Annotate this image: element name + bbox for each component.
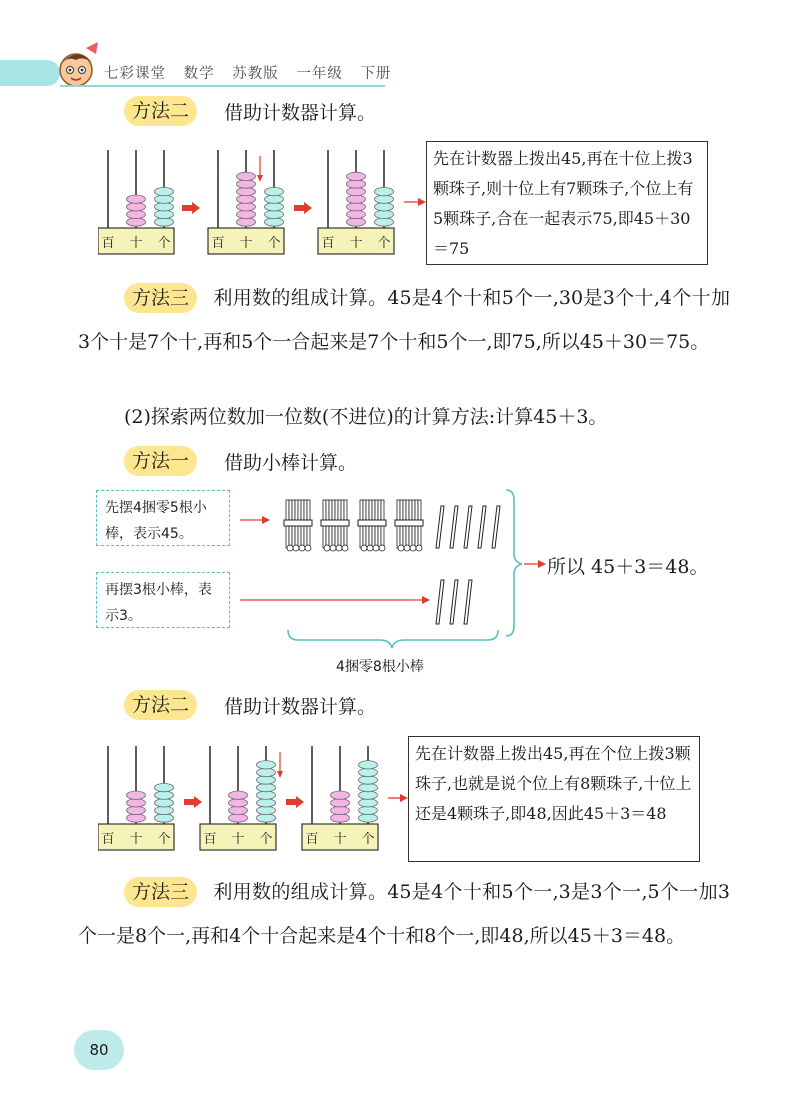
subsection-heading: (2)探索两位数加一位数(不进位)的计算方法:计算45＋3。 <box>124 406 608 428</box>
place-label: 百 <box>321 236 335 251</box>
ones-bead <box>155 783 174 791</box>
tens-bead <box>347 218 366 226</box>
ones-bead <box>359 761 378 769</box>
sticks-note-2: 再摆3根小棒，表示3。 <box>96 572 230 628</box>
ones-bead <box>257 776 276 784</box>
sticks-note-1: 先摆4捆零5根小棒，表示45。 <box>96 490 230 546</box>
ones-bead <box>155 218 174 226</box>
ones-bead <box>359 768 378 776</box>
place-label: 十 <box>333 832 347 847</box>
down-arrow-head <box>277 771 283 778</box>
ones-bead <box>359 776 378 784</box>
method-title: 借助小棒计算。 <box>224 452 358 474</box>
bundle-end <box>367 545 373 551</box>
tens-bead <box>237 172 256 180</box>
ones-bead <box>265 210 284 218</box>
page-number: 80 <box>74 1030 124 1070</box>
bundle-end <box>305 545 311 551</box>
bundle-end <box>361 545 367 551</box>
sticks-result: 所以 45＋3＝48。 <box>547 556 709 578</box>
place-label: 十 <box>349 236 363 251</box>
loose-stick <box>450 580 458 624</box>
ones-bead <box>265 195 284 203</box>
tens-bead <box>127 799 146 807</box>
bundle-end <box>404 545 410 551</box>
loose-stick <box>492 506 500 548</box>
loose-stick <box>464 580 472 624</box>
place-label: 个 <box>267 236 281 251</box>
method-label: 方法二 <box>124 690 197 720</box>
tens-bead <box>127 814 146 822</box>
ones-bead <box>375 195 394 203</box>
place-label: 个 <box>259 832 273 847</box>
loose-stick <box>436 506 444 548</box>
ones-bead <box>359 791 378 799</box>
bundle-end <box>293 545 299 551</box>
paragraph-text: 利用数的组成计算。45是4个十和5个一,3是3个一,5个一加3个一是8个一,再和4个十合起来是4个十和8个一,即48,所以45＋3＝48。 <box>78 881 730 947</box>
step-arrow <box>294 202 312 214</box>
tens-bead <box>127 210 146 218</box>
tens-bead <box>347 172 366 180</box>
bottom-brace <box>288 630 498 648</box>
paragraph-method3-b <box>78 870 730 958</box>
tens-bead <box>347 195 366 203</box>
tens-bead <box>127 218 146 226</box>
method-title: 借助计数器计算。 <box>224 696 377 718</box>
right-brace <box>506 490 522 636</box>
ones-bead <box>375 203 394 211</box>
bundle-end <box>287 545 293 551</box>
tens-bead <box>229 799 248 807</box>
bundle-end <box>416 545 422 551</box>
ones-bead <box>155 814 174 822</box>
tens-bead <box>331 806 350 814</box>
subject: 数学 <box>183 66 215 82</box>
grade: 一年级 <box>296 66 343 82</box>
ones-bead <box>359 799 378 807</box>
explanation-box-2: 先在计数器上拨出45,再在个位上拨3颗珠子,也就是说个位上有8颗珠子,十位上还是4颗珠子,即48,因此45＋3＝48 <box>408 736 700 862</box>
ones-bead <box>155 806 174 814</box>
pointer-arrow-head <box>418 198 426 206</box>
volume: 下册 <box>360 66 392 82</box>
sticks-diagram <box>230 486 550 654</box>
ones-bead <box>257 806 276 814</box>
ones-bead <box>155 791 174 799</box>
place-label: 百 <box>203 832 217 847</box>
bundle-end <box>330 545 336 551</box>
ones-bead <box>257 814 276 822</box>
bundle-end <box>379 545 385 551</box>
ones-bead <box>257 768 276 776</box>
bundle-end <box>336 545 342 551</box>
ones-bead <box>155 203 174 211</box>
brace-caption: 4捆零8根小棒 <box>336 659 424 675</box>
tens-bead <box>237 187 256 195</box>
tens-bead <box>229 791 248 799</box>
header-band <box>0 60 60 86</box>
tens-bead <box>127 806 146 814</box>
method-label: 方法三 <box>124 877 197 907</box>
ones-bead <box>265 218 284 226</box>
ones-bead <box>359 783 378 791</box>
method-label: 方法二 <box>124 96 197 126</box>
loose-stick <box>478 506 486 548</box>
place-label: 个 <box>361 832 375 847</box>
pointer-arrow-head <box>262 516 270 524</box>
ones-bead <box>257 761 276 769</box>
ones-bead <box>375 210 394 218</box>
bundle-end <box>398 545 404 551</box>
tens-bead <box>347 187 366 195</box>
tens-bead <box>331 799 350 807</box>
tens-bead <box>237 210 256 218</box>
bundle-tie <box>395 520 423 526</box>
bundle-end <box>299 545 305 551</box>
ones-bead <box>155 210 174 218</box>
tens-bead <box>237 203 256 211</box>
explanation-box-1: 先在计数器上拨出45,再在十位上拨3颗珠子,则十位上有7颗珠子,个位上有5颗珠子,合在一起表示75,即45＋30＝75 <box>426 141 708 265</box>
tens-bead <box>127 195 146 203</box>
bundle-tie <box>284 520 312 526</box>
ones-bead <box>359 806 378 814</box>
step-arrow <box>182 202 200 214</box>
tens-bead <box>331 791 350 799</box>
ones-bead <box>265 203 284 211</box>
down-arrow-head <box>257 175 263 182</box>
paragraph-method3-a <box>78 276 730 364</box>
loose-stick <box>464 506 472 548</box>
ones-bead <box>257 783 276 791</box>
place-label: 个 <box>377 236 391 251</box>
ones-bead <box>265 187 284 195</box>
ones-bead <box>359 814 378 822</box>
place-label: 个 <box>157 832 171 847</box>
method-label: 方法一 <box>124 446 197 476</box>
header-rule <box>60 85 385 87</box>
step-arrow <box>286 796 304 808</box>
tens-bead <box>347 210 366 218</box>
ones-bead <box>257 799 276 807</box>
bundle-end <box>410 545 416 551</box>
bundle-end <box>324 545 330 551</box>
tens-bead <box>237 180 256 188</box>
tens-bead <box>237 218 256 226</box>
pointer-arrow-head <box>422 596 430 604</box>
tens-bead <box>331 814 350 822</box>
ones-bead <box>155 187 174 195</box>
pointer-arrow-head <box>538 560 546 568</box>
ones-bead <box>155 195 174 203</box>
tens-bead <box>347 180 366 188</box>
bundle-tie <box>358 520 386 526</box>
method-label: 方法三 <box>124 283 197 313</box>
tens-bead <box>127 203 146 211</box>
series-name: 七彩课堂 <box>104 66 166 82</box>
place-label: 十 <box>239 236 253 251</box>
loose-stick <box>450 506 458 548</box>
step-arrow <box>184 796 202 808</box>
ones-bead <box>375 187 394 195</box>
running-header <box>104 62 403 83</box>
ones-bead <box>375 218 394 226</box>
place-label: 百 <box>211 236 225 251</box>
abacus-row-1 <box>98 140 428 260</box>
bundle-end <box>342 545 348 551</box>
place-label: 百 <box>305 832 319 847</box>
place-label: 十 <box>129 832 143 847</box>
tens-bead <box>229 814 248 822</box>
tens-bead <box>229 806 248 814</box>
tens-bead <box>127 791 146 799</box>
loose-stick <box>436 580 444 624</box>
ones-bead <box>155 799 174 807</box>
abacus-row-2 <box>98 736 418 858</box>
tens-bead <box>347 203 366 211</box>
tens-bead <box>237 195 256 203</box>
method-title: 借助计数器计算。 <box>224 102 377 124</box>
place-label: 十 <box>129 236 143 251</box>
bundle-end <box>373 545 379 551</box>
paragraph-text: 利用数的组成计算。45是4个十和5个一,30是3个十,4个十加3个十是7个十,再和5个一合起来是7个十和5个一,即75,所以45＋30＝75。 <box>78 287 730 353</box>
place-label: 十 <box>231 832 245 847</box>
edition: 苏教版 <box>232 66 279 82</box>
ones-bead <box>257 791 276 799</box>
place-label: 百 <box>101 832 115 847</box>
pointer-arrow-head <box>400 794 408 802</box>
place-label: 百 <box>101 236 115 251</box>
bundle-tie <box>321 520 349 526</box>
place-label: 个 <box>157 236 171 251</box>
